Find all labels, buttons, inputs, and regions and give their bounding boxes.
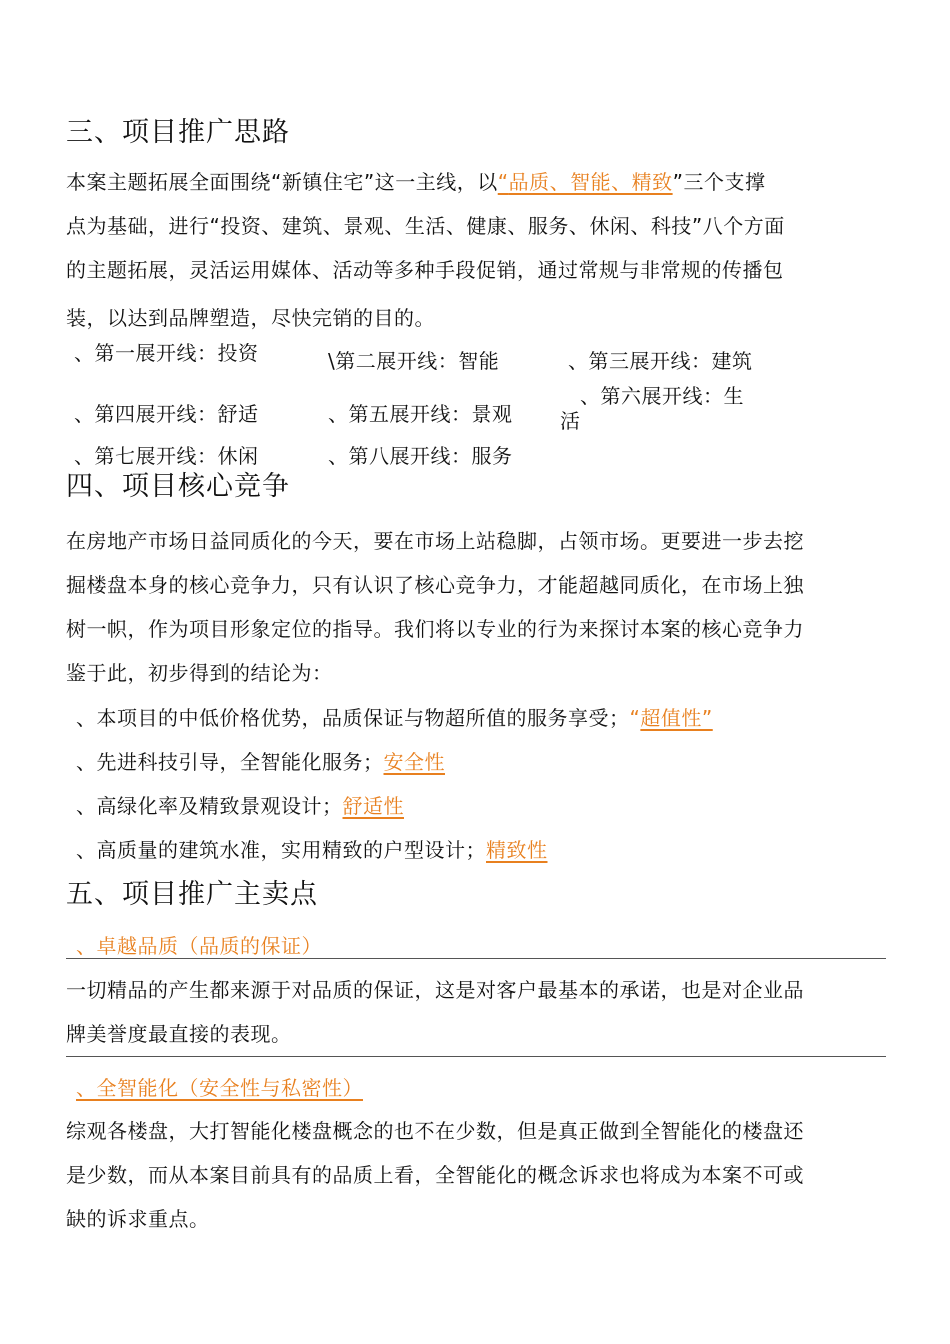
selling-point-2-para-line-3: 缺的诉求重点。 xyxy=(66,1207,210,1231)
section-3-heading: 三、项目推广思路 xyxy=(66,117,290,148)
para-text: ”三个支撑 xyxy=(672,170,766,194)
conclusion-tag: 精致性 xyxy=(486,838,548,862)
expansion-line-3: 、第三展开线：建筑 xyxy=(568,349,753,373)
highlight-keywords: 品质、智能、精致 xyxy=(508,170,673,194)
expansion-line-8: 、第八展开线：服务 xyxy=(328,444,513,468)
section-3-para-line-2: 点为基础，进行“投资、建筑、景观、生活、健康、服务、休闲、科技”八个方面 xyxy=(66,214,785,238)
selling-point-2-title: 、全智能化（安全性与私密性） xyxy=(76,1076,363,1100)
expansion-line-5: 、第五展开线：景观 xyxy=(328,402,513,426)
conclusion-tag: 超值性” xyxy=(640,706,713,730)
conclusion-text: 、高质量的建筑水准，实用精致的户型设计； xyxy=(76,838,486,862)
section-3-para-line-1 xyxy=(66,166,765,195)
divider xyxy=(66,958,886,959)
section-4-para-line-2: 掘楼盘本身的核心竞争力，只有认识了核心竞争力，才能超越同质化，在市场上独 xyxy=(66,573,804,597)
conclusion-tag: 舒适性 xyxy=(342,794,404,818)
selling-point-2-para-line-1: 综观各楼盘，大打智能化楼盘概念的也不在少数，但是真正做到全智能化的楼盘还 xyxy=(66,1119,804,1143)
expansion-line-2: \第二展开线：智能 xyxy=(328,349,500,373)
section-3-para-line-4: 装，以达到品牌塑造，尽快完销的目的。 xyxy=(66,306,435,330)
section-4-para-line-3: 树一帜，作为项目形象定位的指导。我们将以专业的行为来探讨本案的核心竞争力 xyxy=(66,617,804,641)
expansion-line-6: 、第六展开线：生 xyxy=(580,384,744,408)
selling-point-1-para-line-1: 一切精品的产生都来源于对品质的保证，这是对客户最基本的承诺，也是对企业品 xyxy=(66,978,804,1002)
selling-point-1-title: 、卓越品质（品质的保证） xyxy=(76,934,322,958)
conclusion-text: 、高绿化率及精致景观设计； xyxy=(76,794,343,818)
conclusion-text: 、本项目的中低价格优势，品质保证与物超所值的服务享受； xyxy=(76,706,630,730)
section-4-para-line-4: 鉴于此，初步得到的结论为： xyxy=(66,661,333,685)
quote-open: “ xyxy=(497,170,509,194)
quote-open: “ xyxy=(629,706,641,730)
conclusion-item xyxy=(76,702,713,731)
conclusion-item xyxy=(76,834,548,863)
para-text: 本案主题拓展全面围绕“新镇住宅”这一主线，以 xyxy=(66,170,498,194)
section-4-heading: 四、项目核心竞争 xyxy=(66,471,290,502)
conclusion-tag: 安全性 xyxy=(383,750,445,774)
conclusion-item xyxy=(76,746,445,775)
selling-point-1-para-line-2: 牌美誉度最直接的表现。 xyxy=(66,1022,292,1046)
section-3-para-line-3: 的主题拓展，灵活运用媒体、活动等多种手段促销，通过常规与非常规的传播包 xyxy=(66,258,784,282)
conclusion-text: 、先进科技引导，全智能化服务； xyxy=(76,750,384,774)
expansion-line-7: 、第七展开线：休闲 xyxy=(74,444,259,468)
selling-point-2-para-line-2: 是少数，而从本案目前具有的品质上看，全智能化的概念诉求也将成为本案不可或 xyxy=(66,1163,804,1187)
expansion-line-6-overflow xyxy=(560,405,581,433)
divider xyxy=(66,1056,886,1057)
section-5-heading: 五、项目推广主卖点 xyxy=(66,879,318,910)
conclusion-item xyxy=(76,790,404,819)
section-4-para-line-1: 在房地产市场日益同质化的今天，要在市场上站稳脚，占领市场。更要进一步去挖 xyxy=(66,529,804,553)
expansion-line-1: 、第一展开线：投资 xyxy=(74,341,259,365)
clipped-char: 活 xyxy=(560,409,581,433)
expansion-line-4: 、第四展开线：舒适 xyxy=(74,402,259,426)
